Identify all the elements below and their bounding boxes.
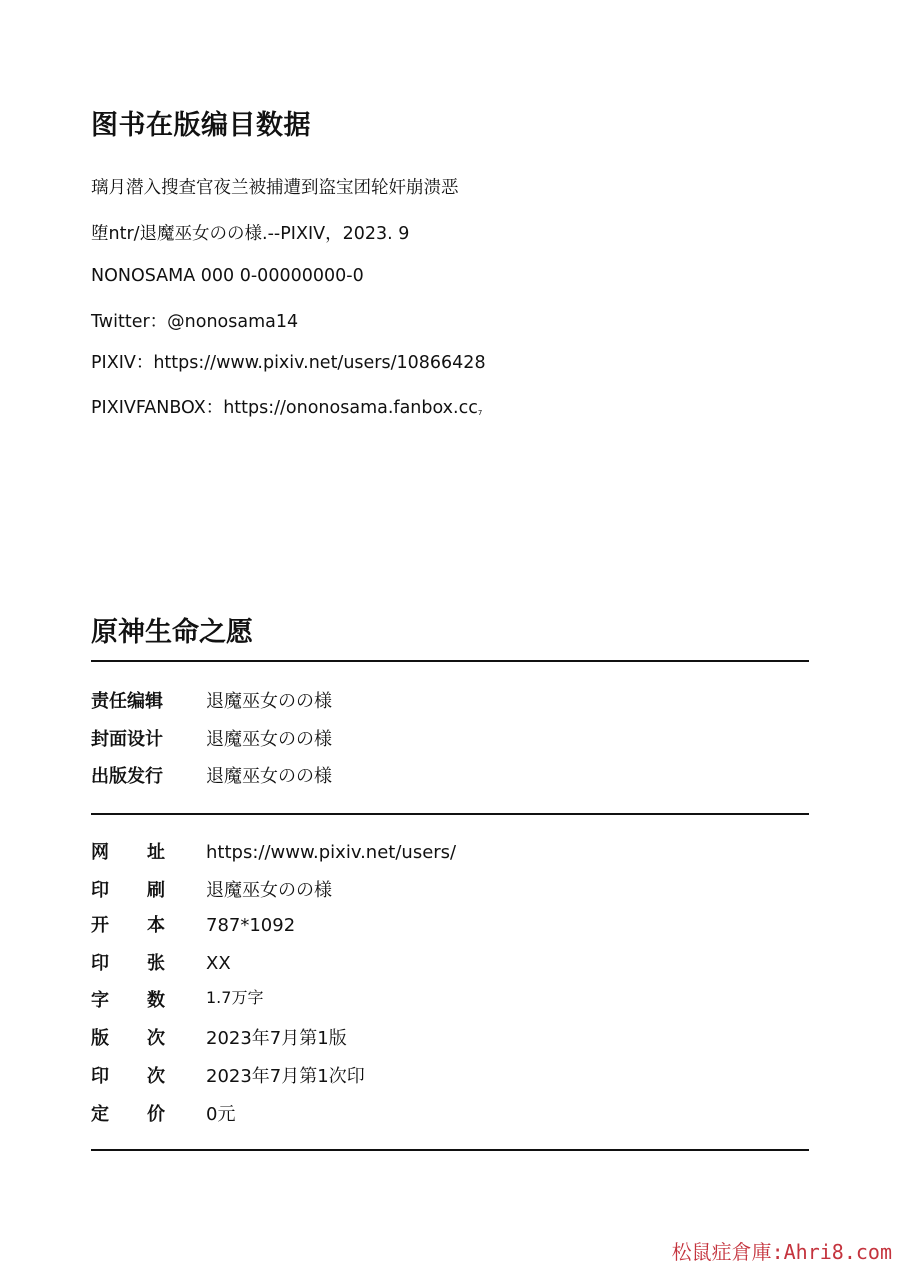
cip-fanbox-text: PIXIVFANBOX：https://ononosama.fanbox.cc	[91, 398, 478, 418]
cip-title-line-2: 堕ntr/退魔巫女のの様.--PIXIV，2023. 9	[91, 224, 410, 244]
detail-value: 1.7万字	[206, 988, 264, 1007]
detail-value: XX	[206, 953, 231, 974]
detail-label: 版 次	[91, 1028, 165, 1049]
detail-label: 定 价	[91, 1104, 165, 1125]
credit-row-editor	[91, 688, 809, 716]
divider-middle	[91, 813, 809, 815]
credit-value: 退魔巫女のの様	[206, 766, 332, 787]
detail-row-word-count	[91, 987, 809, 1015]
credit-value: 退魔巫女のの様	[206, 729, 332, 750]
detail-value: 787*1092	[206, 915, 296, 936]
detail-label: 印 张	[91, 953, 165, 974]
detail-value: https://www.pixiv.net/users/	[206, 842, 457, 863]
cip-title-line-1: 璃月潜入搜查官夜兰被捕遭到盗宝团轮奸崩溃恶	[91, 178, 459, 198]
cip-fanbox-suffix: 7	[477, 409, 483, 417]
detail-value: 2023年7月第1次印	[206, 1066, 365, 1087]
detail-label: 印 刷	[91, 880, 165, 901]
detail-row-printing	[91, 1063, 809, 1091]
book-title: 原神生命之愿	[91, 617, 253, 648]
detail-value: 0元	[206, 1104, 236, 1125]
detail-label: 开 本	[91, 915, 165, 936]
cip-heading: 图书在版编目数据	[91, 110, 311, 141]
credit-label: 责任编辑	[91, 691, 163, 712]
detail-label: 网 址	[91, 842, 165, 863]
detail-row-sheets	[91, 950, 809, 978]
cip-twitter-line: Twitter：@nonosama14	[91, 312, 299, 332]
detail-value: 2023年7月第1版	[206, 1028, 347, 1049]
watermark: 松鼠症倉庫:Ahri8.com	[671, 1240, 892, 1264]
cip-isbn-line: NONOSAMA 000 0-00000000-0	[91, 266, 364, 286]
divider-bottom	[91, 1149, 809, 1151]
cip-fanbox-line	[91, 396, 482, 425]
detail-row-format	[91, 912, 809, 940]
detail-label: 印 次	[91, 1066, 165, 1087]
credit-label: 出版发行	[91, 766, 163, 787]
detail-value: 退魔巫女のの様	[206, 880, 332, 901]
detail-row-price	[91, 1101, 809, 1129]
detail-row-printer	[91, 877, 809, 905]
divider-top	[91, 660, 809, 662]
cip-pixiv-line: PIXIV：https://www.pixiv.net/users/10866428	[91, 353, 486, 373]
detail-row-edition	[91, 1025, 809, 1053]
credit-label: 封面设计	[91, 729, 163, 750]
credit-value: 退魔巫女のの様	[206, 691, 332, 712]
credit-row-publisher	[91, 763, 809, 791]
detail-label: 字 数	[91, 990, 165, 1011]
credit-row-cover-design	[91, 726, 809, 754]
detail-row-website	[91, 839, 809, 867]
